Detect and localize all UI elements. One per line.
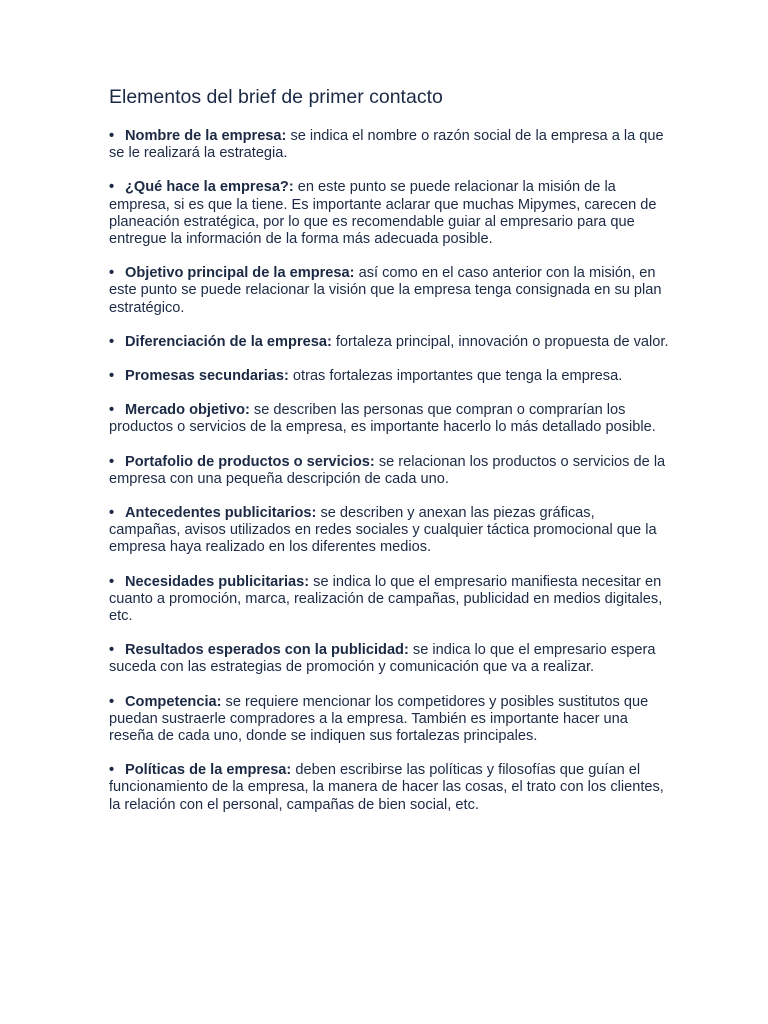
item-term: Mercado objetivo:: [125, 402, 250, 419]
item-description: fortaleza principal, innovación o propuesta de valor.: [331, 333, 669, 350]
bullet-icon: •: [109, 762, 115, 779]
item-term: Antecedentes publicitarios:: [125, 505, 317, 522]
bullet-icon: •: [109, 128, 115, 144]
bullet-icon: •: [109, 265, 115, 282]
document-title: Elementos del brief de primer contacto: [109, 86, 443, 108]
item-term: Competencia:: [125, 693, 222, 710]
list-item: [109, 179, 669, 248]
list-item: [109, 574, 669, 626]
item-description: se relacionan los productos o servicios de la empresa con una pequeña descripción de cada uno.: [109, 453, 666, 487]
document-page: [109, 84, 669, 831]
bullet-icon: •: [109, 693, 115, 710]
item-term: Políticas de la empresa:: [125, 762, 292, 779]
list-item: [109, 694, 669, 746]
list-item: [109, 454, 669, 488]
item-term: Resultados esperados con la publicidad:: [125, 642, 409, 659]
list-item: [109, 265, 669, 317]
item-description: se describen y anexan las piezas gráficas, campañas, avisos utilizados en redes sociales y cualquier táctica promocional que la empresa haya realizado en los diferentes medios.: [109, 505, 657, 556]
list-item: [109, 368, 669, 385]
item-term: Necesidades publicitarias:: [125, 573, 310, 590]
item-description: así como en el caso anterior con la misión, en este punto se puede relacionar la visión que la empresa tenga consignada en su plan estratégico.: [109, 265, 662, 316]
bullet-icon: •: [109, 333, 115, 350]
item-description: se indica el nombre o razón social de la empresa a la que se le realizará la estrategia.: [109, 128, 664, 162]
bullet-icon: •: [109, 402, 115, 419]
list-item: [109, 642, 669, 676]
item-term: Nombre de la empresa:: [125, 128, 287, 144]
item-description: se describen las personas que compran o comprarían los productos o servicios de la empresa, es importante hacerlo lo más detallado posible.: [109, 402, 656, 436]
item-term: Portafolio de productos o servicios:: [125, 453, 375, 470]
list-item: [109, 402, 669, 436]
list-item: [109, 505, 669, 557]
bullet-icon: •: [109, 505, 115, 522]
bullet-icon: •: [109, 453, 115, 470]
item-description: se indica lo que el empresario espera suceda con las estrategias de promoción y comunicación que va a realizar.: [109, 642, 656, 676]
item-description: se indica lo que el empresario manifiesta necesitar en cuanto a promoción, marca, realización de campañas, publicidad en medios digitales, etc.: [109, 573, 663, 625]
item-description: deben escribirse las políticas y filosofías que guían el funcionamiento de la empresa, la manera de hacer las cosas, el trato con los clientes, la relación con el personal, campañas de bien social, etc.: [109, 762, 664, 813]
bullet-icon: •: [109, 368, 115, 385]
item-description: otras fortalezas importantes que tenga la empresa.: [288, 368, 623, 385]
bullet-icon: •: [109, 179, 115, 196]
item-term: ¿Qué hace la empresa?:: [125, 179, 294, 196]
list-item: [109, 762, 669, 814]
item-term: Objetivo principal de la empresa:: [125, 265, 355, 282]
bullet-icon: •: [109, 642, 115, 659]
item-description: se requiere mencionar los competidores y posibles sustitutos que puedan sustraerle compradores a la empresa. También es importante hacer una reseña de cada uno, donde se indiquen sus fortalezas principales.: [109, 693, 649, 745]
item-term: Diferenciación de la empresa:: [125, 333, 332, 350]
brief-elements-list: [109, 128, 669, 814]
item-term: Promesas secundarias:: [125, 368, 289, 385]
list-item: [109, 334, 669, 351]
bullet-icon: •: [109, 573, 115, 590]
list-item: [109, 128, 669, 162]
item-description: en este punto se puede relacionar la misión de la empresa, si es que la tiene. Es importante aclarar que muchas Mipymes, carecen de planeación estratégica, por lo que es recomendable guiar al empresario para que entregue la información de la forma más adecuada posible.: [109, 179, 657, 248]
